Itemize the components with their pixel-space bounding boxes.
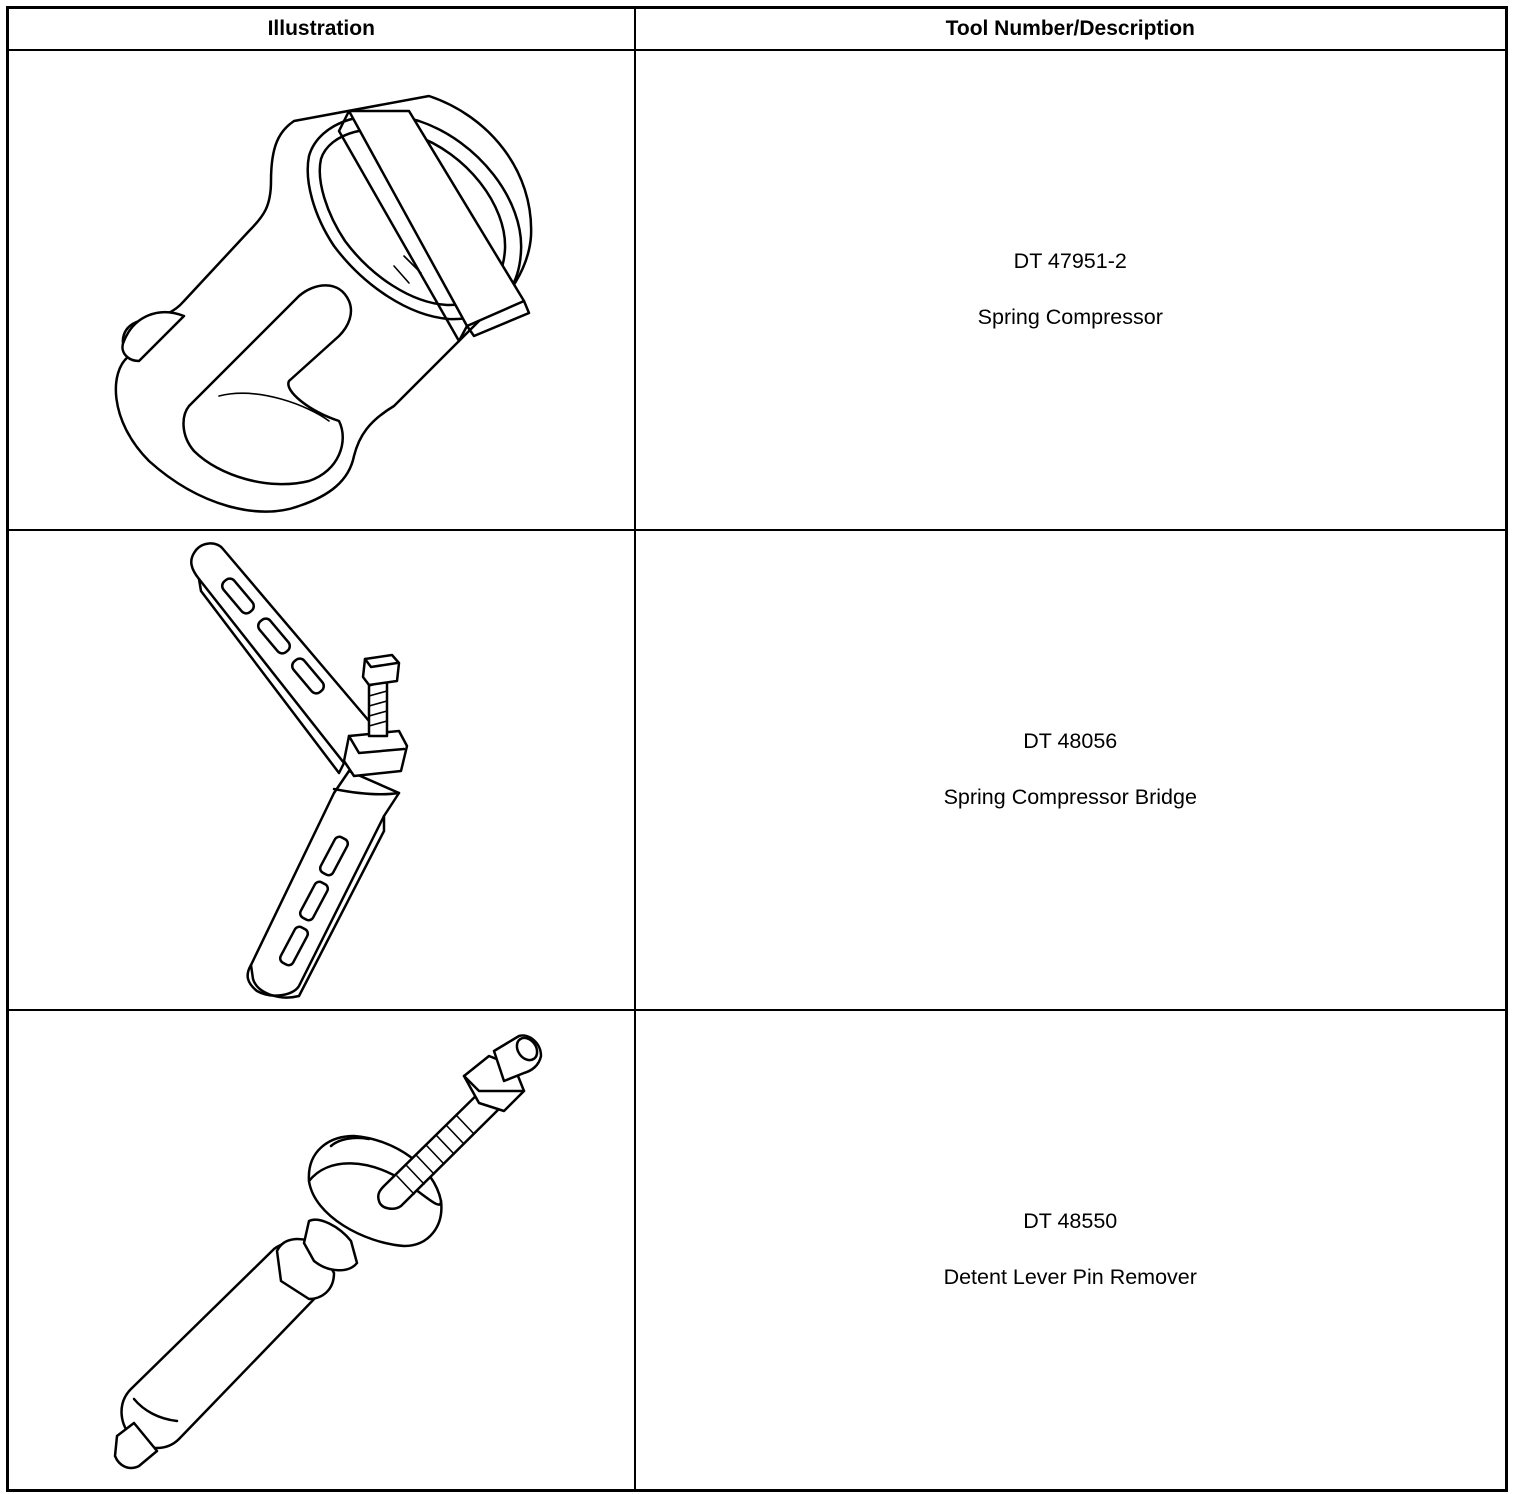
special-tools-table	[6, 6, 1508, 1492]
illustration-cell	[8, 1010, 635, 1491]
detent-lever-pin-remover-drawing	[9, 1011, 636, 1489]
spring-compressor-bridge-drawing	[9, 531, 636, 1009]
illustration-cell	[8, 530, 635, 1010]
header-illustration: Illustration	[8, 8, 635, 51]
tool-number: DT 47951-2	[1013, 249, 1127, 274]
tool-number: DT 48550	[1023, 1209, 1118, 1234]
tool-description-cell	[635, 1010, 1507, 1491]
table-row	[8, 1010, 1507, 1491]
tool-description-cell	[635, 50, 1507, 530]
illustration-cell	[8, 50, 635, 530]
tool-description: Spring Compressor	[977, 305, 1163, 329]
tool-description: Detent Lever Pin Remover	[943, 1265, 1197, 1289]
spring-compressor-drawing	[9, 51, 636, 529]
table-row	[8, 50, 1507, 530]
tool-description: Spring Compressor Bridge	[943, 785, 1197, 809]
table-row	[8, 530, 1507, 1010]
tool-description-cell	[635, 530, 1507, 1010]
tool-number: DT 48056	[1023, 729, 1118, 754]
header-row	[8, 8, 1507, 51]
header-tool-number-description: Tool Number/Description	[635, 8, 1507, 51]
